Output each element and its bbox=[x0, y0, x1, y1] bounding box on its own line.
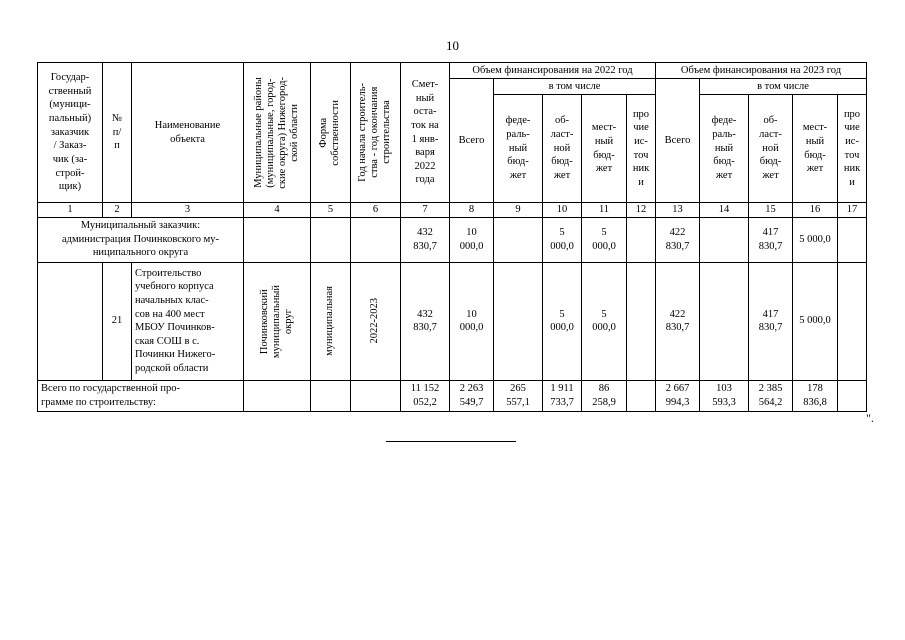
empty-cell bbox=[627, 262, 656, 380]
header-2023-including: в том числе bbox=[700, 79, 867, 95]
header-2023-local: мест- ный бюд- жет bbox=[793, 95, 838, 203]
column-number: 6 bbox=[351, 203, 401, 218]
total-2023-local: 178 836,8 bbox=[793, 380, 838, 411]
column-number: 16 bbox=[793, 203, 838, 218]
object-district-cell bbox=[244, 262, 311, 380]
total-2023-regional: 2 385 564,2 bbox=[749, 380, 793, 411]
column-number: 2 bbox=[103, 203, 132, 218]
empty-cell bbox=[627, 217, 656, 262]
total-2022-regional: 1 911 733,7 bbox=[543, 380, 582, 411]
header-districts-cell bbox=[244, 63, 311, 203]
object-ownership-cell bbox=[311, 262, 351, 380]
header-customer: Государ- ственный (муници- пальный) заказчик / Заказ- чик (за- строй- щик) bbox=[38, 63, 103, 203]
total-balance: 11 152 052,2 bbox=[401, 380, 450, 411]
header-2023-federal: феде- раль- ный бюд- жет bbox=[700, 95, 749, 203]
object-balance: 432 830,7 bbox=[401, 262, 450, 380]
footnote-separator-line bbox=[386, 441, 516, 442]
empty-cell bbox=[700, 217, 749, 262]
customer-balance: 432 830,7 bbox=[401, 217, 450, 262]
customer-row-label: Муниципальный заказчик: администрация Починковского му- ниципального округа bbox=[38, 217, 244, 262]
empty-cell bbox=[351, 380, 401, 411]
customer-2022-regional: 5 000,0 bbox=[543, 217, 582, 262]
empty-cell bbox=[700, 262, 749, 380]
header-ownership: Форма собственности bbox=[318, 99, 342, 166]
column-number: 3 bbox=[132, 203, 244, 218]
object-number: 21 bbox=[103, 262, 132, 380]
header-number: № п/ п bbox=[103, 63, 132, 203]
column-number: 13 bbox=[656, 203, 700, 218]
object-2023-total: 422 830,7 bbox=[656, 262, 700, 380]
header-funding-2022: Объем финансирования на 2022 год bbox=[450, 63, 656, 79]
closing-quote-mark: ". bbox=[866, 411, 874, 425]
construction-program-table bbox=[37, 62, 867, 412]
empty-cell bbox=[38, 262, 103, 380]
empty-cell bbox=[351, 217, 401, 262]
object-name: Строительство учебного корпуса начальных клас- сов на 400 мест МБОУ Починков- ская СОШ в с. Починки Нижего- родской области bbox=[132, 262, 244, 380]
header-2022-federal: феде- раль- ный бюд- жет bbox=[494, 95, 543, 203]
column-number: 1 bbox=[38, 203, 103, 218]
header-2022-regional: об- ласт- ной бюд- жет bbox=[543, 95, 582, 203]
header-2023-other: про чие ис- точ ник и bbox=[838, 95, 867, 203]
empty-cell bbox=[838, 262, 867, 380]
object-ownership: муниципальная bbox=[324, 286, 336, 357]
empty-cell bbox=[494, 217, 543, 262]
header-balance: Смет- ный оста- ток на 1 янв- варя 2022 года bbox=[401, 63, 450, 203]
column-number: 17 bbox=[838, 203, 867, 218]
empty-cell bbox=[244, 380, 311, 411]
page-number: 10 bbox=[446, 38, 459, 53]
object-2023-local: 5 000,0 bbox=[793, 262, 838, 380]
column-number: 10 bbox=[543, 203, 582, 218]
header-2022-local: мест- ный бюд- жет bbox=[582, 95, 627, 203]
customer-2022-local: 5 000,0 bbox=[582, 217, 627, 262]
customer-2022-total: 10 000,0 bbox=[450, 217, 494, 262]
empty-cell bbox=[244, 217, 311, 262]
header-2023-total: Всего bbox=[656, 79, 700, 203]
column-number: 7 bbox=[401, 203, 450, 218]
total-2023-federal: 103 593,3 bbox=[700, 380, 749, 411]
column-number: 14 bbox=[700, 203, 749, 218]
object-2022-local: 5 000,0 bbox=[582, 262, 627, 380]
column-number: 12 bbox=[627, 203, 656, 218]
object-years: 2022-2023 bbox=[369, 298, 381, 344]
empty-cell bbox=[311, 380, 351, 411]
column-number: 5 bbox=[311, 203, 351, 218]
header-funding-2023: Объем финансирования на 2023 год bbox=[656, 63, 867, 79]
header-ownership-cell bbox=[311, 63, 351, 203]
empty-cell bbox=[494, 262, 543, 380]
column-number: 4 bbox=[244, 203, 311, 218]
header-2022-other: про чие ис- точ ник и bbox=[627, 95, 656, 203]
header-years: Год начала строитель- ства - год окончания строительства bbox=[357, 83, 393, 182]
total-2022-local: 86 258,9 bbox=[582, 380, 627, 411]
header-years-cell bbox=[351, 63, 401, 203]
object-2023-regional: 417 830,7 bbox=[749, 262, 793, 380]
column-number: 11 bbox=[582, 203, 627, 218]
customer-2023-regional: 417 830,7 bbox=[749, 217, 793, 262]
column-number: 15 bbox=[749, 203, 793, 218]
object-years-cell bbox=[351, 262, 401, 380]
object-district: Починковский муниципальный округ bbox=[258, 284, 295, 358]
column-number: 8 bbox=[450, 203, 494, 218]
customer-2023-total: 422 830,7 bbox=[656, 217, 700, 262]
header-2022-total: Всего bbox=[450, 79, 494, 203]
total-2022-total: 2 263 549,7 bbox=[450, 380, 494, 411]
empty-cell bbox=[311, 217, 351, 262]
empty-cell bbox=[838, 380, 867, 411]
header-2023-regional: об- ласт- ной бюд- жет bbox=[749, 95, 793, 203]
empty-cell bbox=[838, 217, 867, 262]
total-2022-federal: 265 557,1 bbox=[494, 380, 543, 411]
object-2022-total: 10 000,0 bbox=[450, 262, 494, 380]
customer-2023-local: 5 000,0 bbox=[793, 217, 838, 262]
header-2022-including: в том числе bbox=[494, 79, 656, 95]
header-districts: Муниципальные районы (муниципальные, город- ские округа) Нижегород- ской области bbox=[252, 76, 301, 189]
total-row-label: Всего по государственной про- грамме по строительству: bbox=[38, 380, 244, 411]
empty-cell bbox=[627, 380, 656, 411]
column-number: 9 bbox=[494, 203, 543, 218]
header-object-name: Наименование объекта bbox=[132, 63, 244, 203]
object-2022-regional: 5 000,0 bbox=[543, 262, 582, 380]
total-2023-total: 2 667 994,3 bbox=[656, 380, 700, 411]
